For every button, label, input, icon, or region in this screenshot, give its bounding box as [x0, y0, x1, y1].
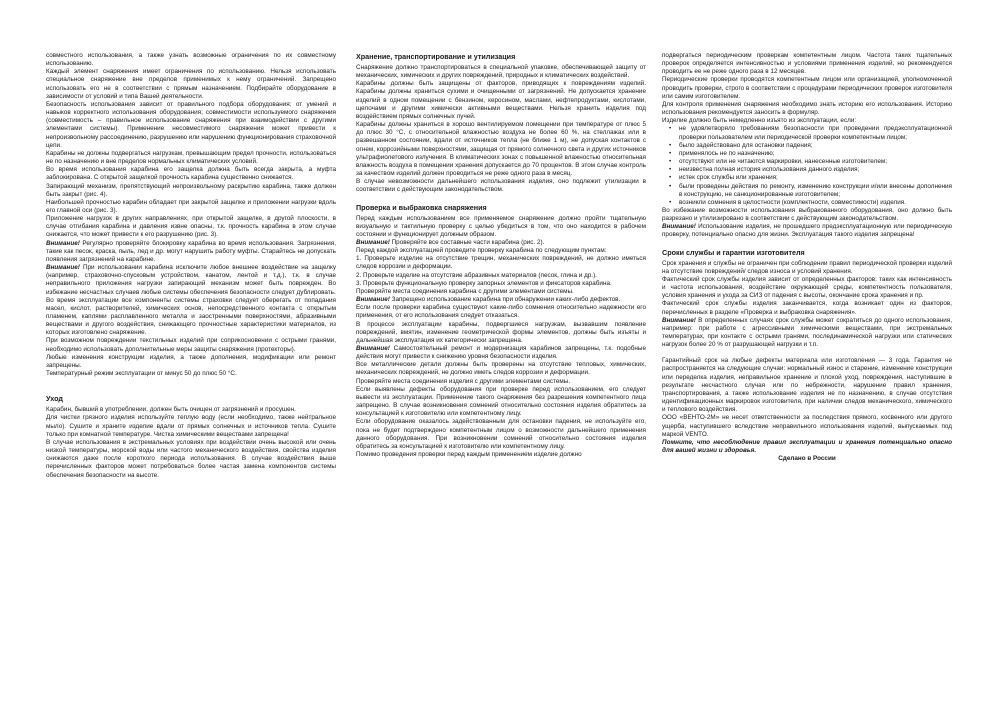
paragraph	[46, 199, 336, 215]
made-in-russia: Сделано в России	[778, 455, 836, 463]
paragraph-text: В случае невозможности дальнейшего использования изделия, оно подлежит утилизации в соответствии с действующим законодательством.	[356, 178, 646, 194]
paragraph-text: Температурный режим эксплуатации от минус 50 до плюс 50 °С.	[46, 370, 237, 378]
paragraph-text: Регулярно проверяйте блокировку карабина во время использования. Загрязнения, такие как песок, краска, пыль, лед и др. могут нарушить работу муфты. Старайтесь не допускать появления загрязнений на карабине.	[46, 239, 336, 263]
paragraph	[662, 357, 952, 414]
list-item: • было задействовано для остановки падения;	[671, 142, 952, 150]
paragraph	[356, 288, 646, 296]
warranty-section	[662, 357, 952, 439]
paragraph-text: Любые изменения конструкции изделия, а также дополнения, модификации или ремонт запрещены.	[46, 353, 336, 369]
warning-label: Внимание!	[356, 296, 390, 304]
paragraph-text: Наибольшей прочностью карабин обладает при закрытой защелке и приложении нагрузки вдоль его главной оси (рис. 3).	[46, 198, 336, 214]
paragraph	[46, 439, 336, 480]
paragraph	[46, 166, 336, 182]
withdrawal-list	[662, 125, 952, 207]
paragraph	[356, 361, 646, 377]
paragraph-text: Запирающий механизм, препятствующий непроизвольному раскрытию карабина, также должен быть закрыт (рис. 4).	[46, 182, 336, 198]
care-section	[46, 406, 336, 479]
paragraph-text: Проверяйте места соединения изделия с другими элементами системы.	[356, 377, 571, 385]
warning-label: Внимание!	[356, 238, 390, 246]
list-item: • неизвестна полная история использования данного изделия;	[671, 166, 952, 174]
paragraph	[356, 280, 646, 288]
paragraph-text: Все металлические детали должны быть проверены на отсутствие тепловых, химических, механических повреждений, не должно иметь следов коррозии и деформации.	[356, 361, 646, 377]
paragraph	[662, 260, 952, 276]
paragraph-text: Снаряжение должно транспортироваться в специальной упаковке, обеспечивающей защиту от механических, химических и других повреждений, природных и климатических воздействий.	[356, 64, 646, 80]
paragraph	[46, 101, 336, 150]
warning-label: Внимание!	[662, 316, 696, 324]
paragraph	[356, 64, 646, 80]
paragraph	[46, 264, 336, 297]
paragraph	[46, 337, 336, 353]
paragraph	[356, 386, 646, 419]
paragraph-text: Проверяйте места соединения карабина с другими элементами системы.	[356, 287, 574, 295]
paragraph-text: При возможном повреждении текстильных изделий при соприкосновении с острыми гранями, необходимо использовать дополнительные меры защиты снаряжения (протекторы).	[46, 337, 336, 353]
paragraph-text: Для чистки грязного изделия используйте теплую воду (если необходимо, также нейтральное мыло). Сушите и храните изделие вдали от прямых солнечных и источников тепла. Сушите только при комнатной температуре. Чистка химическими веществами запрещена!	[46, 414, 336, 438]
paragraph-text: В случае использования в экстремальных условиях при воздействии очень высокой или очень низкой температуры, морской воды или частого механического воздействия, свойства изделия снижаются даже после короткого периода использования. В случае воздействия выше перечисленных факторов может потребоваться более частая замена компонентов системы обеспечения безопасности на высоте.	[46, 438, 336, 479]
paragraph	[662, 276, 952, 300]
paragraph-text: В определенных случаях срок службы может сократиться до одного использования, например: при работе с агрессивными химическими веществами, при экстремальных температурах, при контакте с острыми гранями, послединамической нагрузки или статических нагрузок более 20 % от разрушающей нагрузки и т.п.	[662, 316, 952, 349]
paragraph	[46, 240, 336, 264]
list-item: • отсутствуют или не читаются маркировки, нанесенные изготовителем;	[671, 158, 952, 166]
paragraph-text: Карабины должны быть защищены от факторов, приводящих к повреждениям изделий. Карабины должны храниться сухими и очищенными от загрязнений. Не допускается хранение изделий в одном помещении с бензином, керосином, маслами, нефтепродуктами, кислотами, щелочами и другими химически активными веществами. Нельзя хранить изделия под воздействием прямых солнечных лучей.	[356, 80, 646, 120]
paragraph-text: Самостоятельный ремонт и модернизация карабинов запрещены, т.к. подобные действия могут привести к снижению уровня безопасности изделия.	[356, 345, 646, 361]
terms-section	[662, 260, 952, 350]
paragraph	[46, 150, 336, 166]
paragraph-text: Использование изделия, не прошедшего предэксплуатационную или периодическую проверку, потенциально опасно для жизни. Эксплуатация такого изделия запрещена!	[662, 223, 952, 239]
paragraph	[356, 378, 646, 386]
paragraph	[356, 321, 646, 345]
paragraph-text: Во время эксплуатации все компоненты системы страховки следует оберегать от попадания масел, кислот, растворителей, химических основ, непосредственного контакта с открытым пламенем, каплями расплавленного металла и заостренными поверхностями, абразивными веществами и другого воздействия, снижающего прочностные характеристики материалов, из которых изготовлено снаряжение.	[46, 296, 336, 337]
terms-section-title: Сроки службы и гарантии изготовителя	[662, 247, 805, 257]
paragraph-text: Безопасность использования зависит от правильного подбора оборудования; от умений и навыков корректного использования оборудования; совместимости используемого снаряжения (совместимость – правильное использование снаряжения при взаимодействии с другими элементами системы). Применение несовместимого снаряжения может привести к непроизвольному рассоединению, разрушению или нарушению функционирования страховочной цепи.	[46, 100, 336, 149]
paragraph-text: Помимо проведения проверки перед каждым применением изделие должно	[356, 451, 582, 459]
paragraph	[356, 272, 646, 280]
paragraph-text: Карабин, бывший в употреблении, должен быть очищен от загрязнений и просушен.	[46, 406, 296, 414]
final-warning: Помните, что несоблюдение правил эксплуатации и хранения потенциально опасно для вашей жизни и здоровья.	[662, 438, 952, 455]
paragraph	[46, 52, 336, 68]
list-item: • были проведены действия по ремонту, изменению конструкции и/или внесены дополнения в конструкцию, не санкционированные изготовителем;	[671, 183, 952, 199]
paragraph	[662, 414, 952, 438]
paragraph-text: Каждый элемент снаряжения имеет ограничения по использованию. Нельзя использовать специальное снаряжение вне пределов применимых к нему ограничений. Запрещено использовать его не в соответствии с прямым назначением. Подбирайте оборудование в зависимости от условий и типа Вашей деятельности.	[46, 68, 336, 100]
list-item: • не удовлетворяло требованиям безопасности при проведении предэксплуатационной проверки пользователем или периодической проверки компетентным лицом;	[671, 125, 952, 141]
paragraph-text: Во избежание возможности использования выбракованного оборудования, оно должно быть разрезано и утилизировано в соответствии с действующим законодательством.	[662, 206, 952, 223]
warning-label: Внимание!	[662, 223, 696, 231]
paragraph	[46, 215, 336, 239]
disposal-section	[662, 207, 952, 240]
paragraph	[356, 345, 646, 361]
paragraph-text: Перед каждым использованием все применяемое снаряжение должно пройти тщательную визуальную и тактильную проверку с целью убедиться в том, что оно находится в рабочем состоянии и функционирует должным образом.	[356, 214, 646, 238]
paragraph-text: Изделие должно быть немедленно изъято из эксплуатации, если:	[662, 117, 857, 125]
column-right	[662, 52, 952, 463]
paragraph-text: Во время использования карабина его защелка должна быть всегда закрыта, а муфта заблокирована. С открытой защелкой прочность карабина существенно снижается.	[46, 166, 336, 182]
paragraph	[356, 296, 646, 304]
check-section	[356, 215, 646, 460]
paragraph-text: Если оборудование оказалось задействованным для остановки падения, не используйте его, пока не будет подтверждено компетентным лицом о возможности дальнейшего применения данного оборудования. При возникновении сомнений относительно состояния изделия обратитесь за консультацией к изготовителю или компетентному лицу.	[356, 418, 646, 450]
paragraph	[356, 304, 646, 320]
paragraph-text: Срок хранения и службы не ограничен при соблюдении правил периодической проверки изделий на отсутствие повреждений/ следов износа и условий хранения.	[662, 259, 952, 275]
paragraph	[356, 178, 646, 194]
paragraph	[662, 76, 952, 100]
paragraph-text: 2. Проверьте изделие на отсутствие абразивных материалов (песок, глина и др.).	[356, 271, 597, 279]
paragraph	[46, 297, 336, 338]
paragraph	[356, 239, 646, 247]
paragraph-text: Проверяйте все составные части карабина (рис. 2).	[389, 238, 545, 246]
paragraph-text: Периодические проверки проводятся компетентным лицом или организацией, уполномоченной проводить проверки, строго в соответствии с процедурами периодических проверок изготовителя или самим изготовителем.	[662, 76, 952, 100]
usage-section	[46, 52, 336, 378]
column-middle	[356, 52, 646, 459]
paragraph	[662, 52, 952, 76]
paragraph-text: Если выявлены дефекты оборудования при проверке перед использованием, его следует вывести из эксплуатации. Применение такого снаряжения без разрешения компетентного лица запрещено. В случае возникновения сомнений относительно состояния изделия обратитесь за консультацией к изготовителю или компетентному лицу.	[356, 385, 646, 418]
paragraph	[356, 255, 646, 271]
paragraph	[46, 354, 336, 370]
paragraph	[356, 80, 646, 121]
paragraph	[662, 317, 952, 350]
paragraph-text: 3. Проверьте функциональную проверку запорных элементов и фиксаторов карабина.	[356, 279, 612, 287]
paragraph	[46, 370, 336, 378]
paragraph	[356, 215, 646, 239]
paragraph	[356, 418, 646, 451]
paragraph	[662, 207, 952, 223]
warning-label: Внимание!	[356, 345, 390, 352]
paragraph-text: Карабины не должны подвергаться нагрузкам, превышающим предел прочности, использоваться не по назначению и вне пределов нормальных климатических условий.	[46, 149, 336, 166]
paragraph-text: Для контроля применения снаряжения необходимо знать историю его использования. Историю использования рекомендуется заносить в формуляр.	[662, 100, 952, 117]
paragraph	[46, 68, 336, 101]
list-item: • истек срок службы или хранения;	[671, 174, 952, 182]
paragraph-text: 1. Проверьте изделие на отсутствие трещин, механических повреждений, не должно иметься следов коррозии и деформации.	[356, 255, 646, 271]
paragraph-text: Фактический срок службы изделия зависит от определенных факторов: таких как интенсивность и частота использования, воздействие окружающей среды, компетентность пользователя, условия хранения и ухода за СИЗ от падения с высоты, окончание срока хранения и пр.	[662, 275, 952, 300]
periodic-check-section	[662, 52, 952, 125]
paragraph	[356, 451, 646, 459]
check-section-title: Проверка и выбраковка снаряжения	[356, 202, 487, 212]
transport-section-title: Хранение, транспортирование и утилизация	[356, 52, 516, 61]
paragraph-text: При использовании карабина исключите любое внешнее воздействие на защелку (например, страховочно-спусковым устройством, канатом, лентой и т.д.), т.к. в случае неправильного приложения нагрузки запирающий механизм может быть поврежден. Во избежание несчастных случаев любые системы обеспечения безопасности следует дублировать.	[46, 264, 336, 296]
paragraph	[662, 101, 952, 117]
paragraph-text: Запрещено использование карабина при обнаружении каких-либо дефектов.	[389, 296, 621, 304]
paragraph	[662, 223, 952, 239]
paragraph	[46, 183, 336, 199]
paragraph-text: подвергаться периодическим проверкам компетентным лицом. Частота таких тщательных проверок определяется интенсивностью и условиями применения изделий, но рекомендуется проводить ее не реже одного раза в 12 месяцев.	[662, 52, 952, 76]
list-item: • возникли сомнения в целостности (комплектности, совместимости) изделия.	[671, 199, 952, 207]
warning-label: Внимание!	[46, 264, 80, 272]
paragraph-text: Гарантийный срок на любые дефекты материала или изготовления — 3 года. Гарантия не распространяется на следующие случаи: нормальный износ и старение, изменение конструкции или переделка изделия, неправильное хранение и плохой уход, повреждения, наступившие в результате несчастного случая или по небрежности, нарушение правил хранения, транспортирования, а также использование изделия не по назначению, в случае отсутствия идентификационных маркировок изготовителя, при наличии следов механического, химического и теплового воздействия.	[662, 357, 952, 414]
paragraph-text: ООО «ВЕНТО-2М» не несет ответственности за последствия прямого, косвенного или другого ущерба, наступившего вследствие неправильного использования изделий, выпускаемых под маркой VENTO.	[662, 414, 952, 438]
paragraph-text: Приложение нагрузок в других направлениях, при открытой защелке, в другой плоскости, в случае отгибания карабина и давления извне опасны, т.к. прочность карабина в этом случае снижается, что может привести к его разрушению (рис. 3).	[46, 215, 336, 239]
paragraph	[662, 300, 952, 316]
paragraph	[46, 414, 336, 438]
paragraph-text: В процессе эксплуатации карабины, подвергшиеся нагрузкам, вызвавшим появление повреждений, вмятин, изменение геометрической формы элементов, должны быть изъяты и дальнейшая эксплуатация их категорически запрещена.	[356, 320, 646, 344]
warning-label: Внимание!	[46, 239, 80, 247]
paragraph-text: Карабины должны храниться в хорошо вентилируемом помещении при температуре от плюс 5 до плюс 30 °С, с относительной влажностью воздуха не более 60 %, на стеллажах или в развешанном состоянии, вдали от источников тепла (не ближе 1 м), не допуская контактов с огнем, коррозийными поверхностями, защищая от прямого солнечного света и других источников ультрафиолетового излучения. В климатических зонах с повышенной влажностью относительная влажность воздуха в помещении хранения допускается до 70 процентов. В этом случае контроль за качеством изделий должен проводиться не реже одного раза в месяц.	[356, 121, 646, 178]
paragraph-text: совместного использования, а также узнать возможные ограничения по их совместному использованию.	[46, 52, 336, 68]
paragraph	[356, 121, 646, 178]
transport-section	[356, 64, 646, 195]
column-left	[46, 52, 336, 480]
paragraph-text: Фактический срок службы изделия заканчивается, когда возникает один из факторов, перечисленных в разделе «Проверка и выбраковка снаряжения».	[662, 300, 952, 316]
paragraph-text: Перед каждой эксплуатацией проведите проверку карабина по следующим пунктам:	[356, 247, 607, 255]
care-section-title: Уход	[46, 394, 63, 404]
list-item: • применялось не по назначению;	[671, 150, 952, 158]
paragraph-text: Если после проверки карабина существуют какие-либо сомнения относительно надежности его применения, от его использования следует отказаться.	[356, 304, 646, 320]
